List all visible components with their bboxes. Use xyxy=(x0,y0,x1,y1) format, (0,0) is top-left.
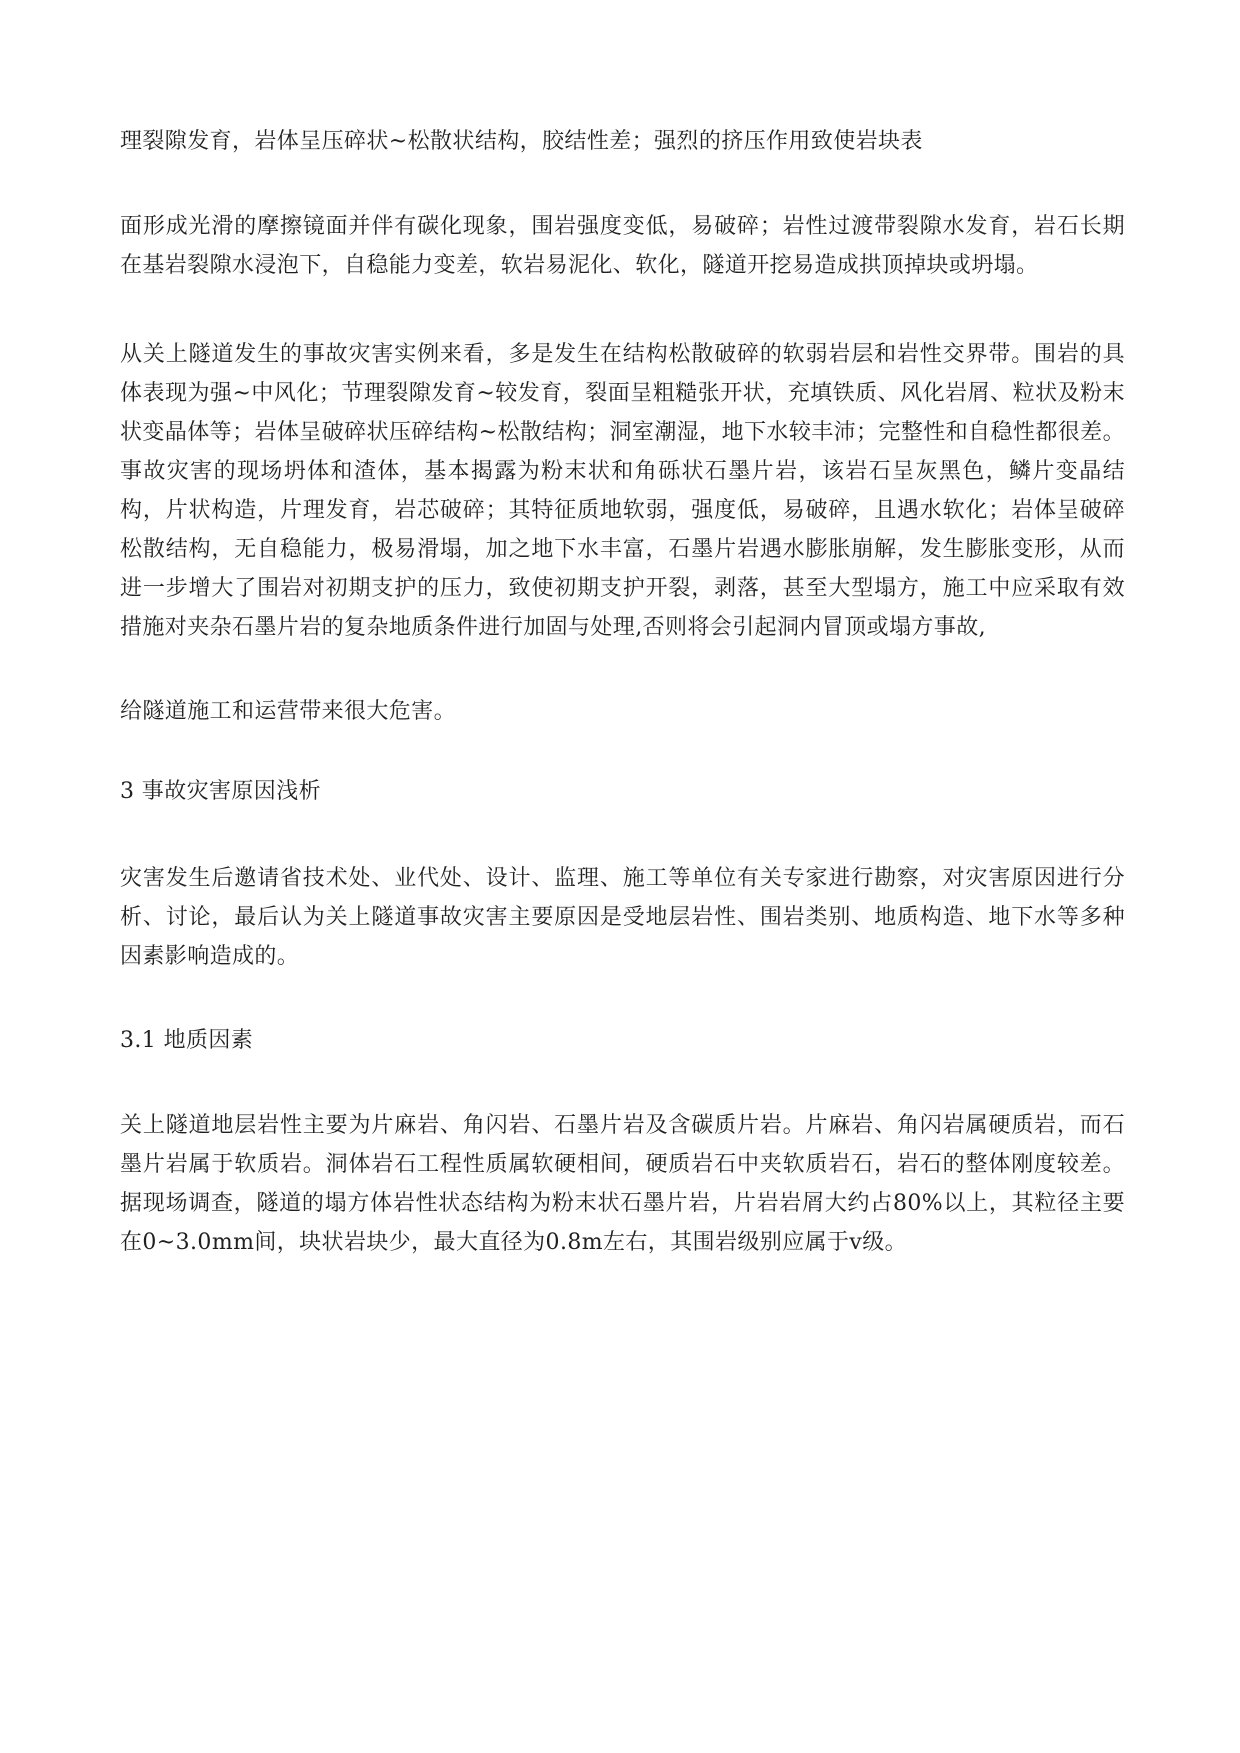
paragraph-continued: 理裂隙发育，岩体呈压碎状~松散状结构，胶结性差；强烈的挤压作用致使岩块表 xyxy=(120,129,923,154)
paragraph-accident-examples: 从关上隧道发生的事故灾害实例来看，多是发生在结构松散破碎的软弱岩层和岩性交界带。围岩的具体表现为强~中风化；节理裂隙发育~较发育，裂面呈粗糙张开状，充填铁质、风化岩屑、粒状及粉末状变晶体等；岩体呈破碎状压碎结构~松散结构；洞室潮湿，地下水较丰沛；完整性和自稳性都很差。事故灾害的现场坍体和渣体，基本揭露为粉末状和角砾状石墨片岩，该岩石呈灰黑色，鳞片变晶结构，片状构造，片理发育，岩芯破碎；其特征质地软弱，强度低，易破碎，且遇水软化；岩体呈破碎松散结构，无自稳能力，极易滑塌，加之地下水丰富，石墨片岩遇水膨胀崩解，发生膨胀变形，从而进一步增大了围岩对初期支护的压力，致使初期支护开裂，剥落，甚至大型塌方，施工中应采取有效措施对夹杂石墨片岩的复杂地质条件进行加固与处理,否则将会引起洞内冒顶或塌方事故, xyxy=(120,342,1125,640)
section-heading-cause-analysis: 3 事故灾害原因浅析 xyxy=(120,779,321,804)
paragraph-rock-weakness: 面形成光滑的摩擦镜面并伴有碳化现象，围岩强度变低，易破碎；岩性过渡带裂隙水发育，岩石长期在基岩裂隙水浸泡下，自稳能力变差，软岩易泥化、软化，隧道开挖易造成拱顶掉块或坍塌。 xyxy=(120,214,1125,278)
subsection-heading-geology: 3.1 地质因素 xyxy=(120,1028,254,1053)
paragraph-hazard-impact: 给隧道施工和运营带来很大危害。 xyxy=(120,699,457,724)
document-body xyxy=(120,127,1125,1310)
paragraph-geological-factors: 关上隧道地层岩性主要为片麻岩、角闪岩、石墨片岩及含碳质片岩。片麻岩、角闪岩属硬质岩，而石墨片岩属于软质岩。洞体岩石工程性质属软硬相间，硬质岩石中夹软质岩石，岩石的整体刚度较差。据现场调查，隧道的塌方体岩性状态结构为粉末状石墨片岩，片岩岩屑大约占80%以上，其粒径主要在0~3.0mm间，块状岩块少，最大直径为0.8m左右，其围岩级别应属于v级。 xyxy=(120,1113,1125,1255)
paragraph-expert-investigation: 灾害发生后邀请省技术处、业代处、设计、监理、施工等单位有关专家进行勘察，对灾害原因进行分析、讨论，最后认为关上隧道事故灾害主要原因是受地层岩性、围岩类别、地质构造、地下水等多种因素影响造成的。 xyxy=(120,866,1125,969)
